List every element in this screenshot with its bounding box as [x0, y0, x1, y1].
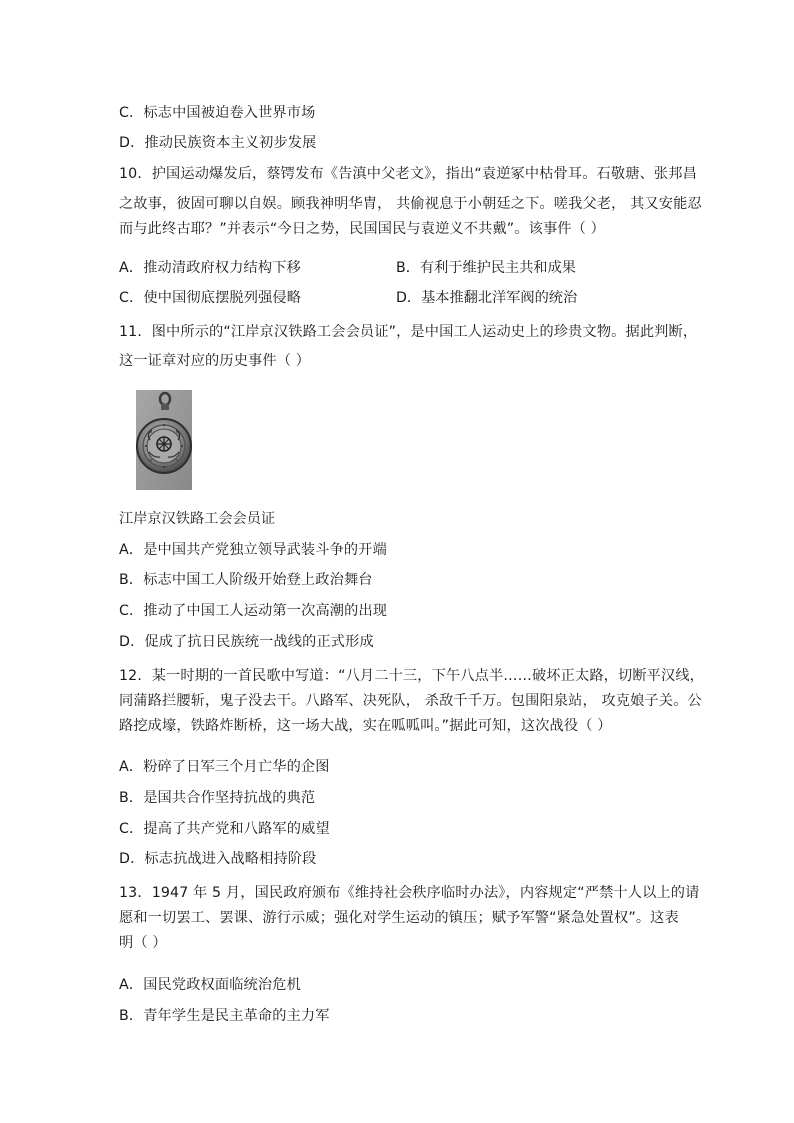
q13-option-b: B．青年学生是民主革命的主力军	[119, 1008, 330, 1024]
q10-stem-line-2: 之故事，彼固可聊以自娱。顾我神明华胄， 共偷视息于小朝廷之下。嗟我父老， 其又安能忍	[119, 196, 702, 212]
q11-stem-line-1: 11．图中所示的“江岸京汉铁路工会会员证”，是中国工人运动史上的珍贵文物。据此判断，	[119, 324, 698, 340]
q12-option-d: D．标志抗战进入战略相持阶段	[119, 851, 317, 867]
union-badge-image	[136, 390, 192, 490]
q13-option-a: A．国民党政权面临统治危机	[119, 977, 301, 993]
q11-option-d: D．促成了抗日民族统一战线的正式形成	[119, 634, 374, 650]
q13-stem-line-1: 13．1947 年 5 月，国民政府颁布《维持社会秩序临时办法》，内容规定“严禁十人以上的请	[119, 885, 700, 901]
q10-stem-line-1: 10．护国运动爆发后，蔡锷发布《告滇中父老文》，指出“袁逆冢中枯骨耳。石敬瑭、张邦昌	[119, 166, 697, 182]
q10-option-a: A．推动清政府权力结构下移	[119, 260, 301, 276]
q12-stem-line-2: 同蒲路拦腰斩，鬼子没去干。八路军、决死队， 杀敌千千万。包围阳泉站， 攻克娘子关。公	[119, 693, 702, 709]
q12-stem-line-3: 路挖成壕，铁路炸断桥，这一场大战，实在呱呱叫。”据此可知，这次战役（ ）	[119, 718, 612, 734]
q10-option-d: D．基本推翻北洋军阀的统治	[396, 290, 578, 306]
q10-option-c: C．使中国彻底摆脱列强侵略	[119, 290, 302, 306]
q12-option-c: C．提高了共产党和八路军的威望	[119, 821, 330, 837]
q11-stem-line-2: 这一证章对应的历史事件（ ）	[119, 353, 311, 369]
q11-option-c: C．推动了中国工人运动第一次高潮的出现	[119, 603, 388, 619]
q9-option-c: C．标志中国被迫卷入世界市场	[119, 105, 316, 121]
q11-option-b: B．标志中国工人阶级开始登上政治舞台	[119, 572, 373, 588]
q10-option-b: B．有利于维护民主共和成果	[396, 260, 576, 276]
union-badge-icon	[136, 390, 192, 490]
q13-stem-line-2: 愿和一切罢工、罢课、游行示威；强化对学生运动的镇压；赋予军警“紧急处置权”。这表	[119, 910, 679, 926]
q12-option-a: A．粉碎了日军三个月亡华的企图	[119, 759, 330, 775]
q13-stem-line-3: 明（ ）	[119, 935, 167, 951]
q11-option-a: A．是中国共产党独立领导武装斗争的开端	[119, 542, 387, 558]
q10-stem-line-3: 而与此终古耶？”并表示“今日之势，民国国民与袁逆义不共戴”。该事件（ ）	[119, 221, 605, 237]
q12-stem-line-1: 12．某一时期的一首民歌中写道：“八月二十三，下午八点半……破坏正太路，切断平汉线，	[119, 668, 705, 684]
badge-caption: 江岸京汉铁路工会会员证	[119, 511, 276, 527]
q9-option-d: D．推动民族资本主义初步发展	[119, 135, 317, 151]
q12-option-b: B．是国共合作坚持抗战的典范	[119, 790, 316, 806]
